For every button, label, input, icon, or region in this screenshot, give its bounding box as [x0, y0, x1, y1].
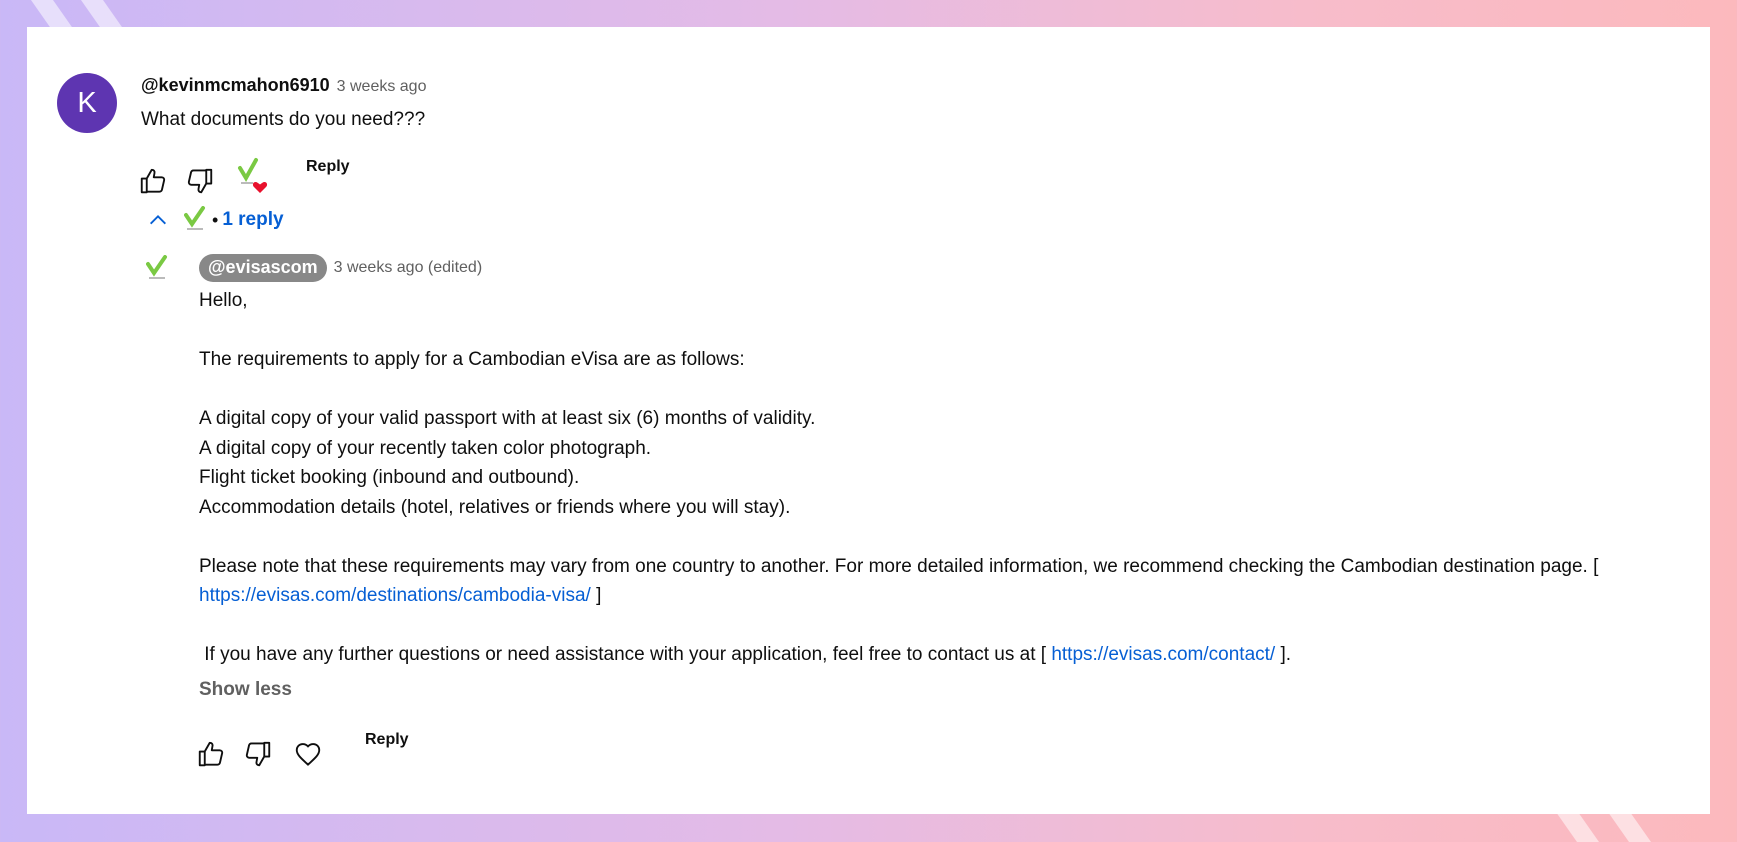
evisas-logo	[146, 255, 170, 283]
dislike-button[interactable]	[185, 166, 215, 196]
reply-dislike-button[interactable]	[243, 739, 273, 769]
avatar-letter: K	[77, 86, 97, 119]
reply-author-chip[interactable]: @evisascom	[199, 254, 327, 282]
contact-paragraph	[199, 640, 1699, 670]
contact-text: If you have any further questions or need assistance with your application, feel free to contact us at [	[199, 644, 1052, 665]
creator-heart-icon	[237, 155, 271, 195]
requirement-passport: A digital copy of your valid passport with at least six (6) months of validity.	[199, 408, 816, 429]
greeting-line: Hello,	[199, 290, 248, 311]
contact-suffix: ].	[1275, 644, 1292, 665]
reply-reply-button[interactable]: Reply	[365, 731, 409, 748]
note-suffix: ]	[590, 585, 602, 606]
reply-count: 1 reply	[222, 209, 284, 230]
reply-like-button[interactable]	[196, 739, 226, 769]
evisas-logo	[184, 206, 208, 234]
requirement-photo: A digital copy of your recently taken color photograph.	[199, 437, 652, 459]
comment-header	[141, 75, 426, 96]
separator-dot: •	[212, 209, 219, 230]
blank-line	[199, 611, 1699, 641]
cambodia-visa-link[interactable]: https://evisas.com/destinations/cambodia-visa/	[199, 585, 591, 606]
requirement-flight: Flight ticket booking (inbound and outbound).	[199, 467, 580, 488]
dislike-icon	[243, 739, 273, 769]
show-less-button[interactable]: Show less	[199, 679, 292, 700]
note-paragraph	[199, 552, 1699, 611]
like-button[interactable]	[138, 166, 168, 196]
comment-text: What documents do you need???	[141, 109, 426, 130]
reply-header	[199, 254, 482, 282]
like-icon	[196, 739, 226, 769]
note-text: Please note that these requirements may vary from one country to another. For more detailed information, we recommend checking the Cambodian destination page. [	[199, 555, 1599, 577]
reply-time[interactable]: 3 weeks ago (edited)	[333, 259, 483, 276]
blank-line	[199, 522, 1699, 552]
reply-avatar[interactable]	[146, 255, 170, 288]
comment-time[interactable]: 3 weeks ago	[336, 78, 427, 95]
like-icon	[138, 166, 168, 196]
blank-line	[199, 375, 1699, 405]
corner-stripe-2	[74, 0, 124, 30]
chevron-up-icon	[147, 209, 169, 231]
reply-button[interactable]: Reply	[306, 158, 350, 175]
blank-line	[199, 316, 1699, 346]
corner-stripe-4	[1608, 812, 1658, 842]
avatar[interactable]	[57, 73, 117, 133]
comment-card	[27, 27, 1710, 814]
requirement-accommodation: Accommodation details (hotel, relatives or friends where you will stay).	[199, 496, 791, 518]
intro-line: The requirements to apply for a Cambodian eVisa are as follows:	[199, 349, 745, 370]
dislike-icon	[185, 166, 215, 196]
heart-icon	[293, 739, 323, 769]
replies-toggle[interactable]	[147, 206, 284, 234]
comment-author[interactable]: @kevinmcmahon6910	[141, 75, 330, 95]
reply-text	[199, 286, 1699, 670]
contact-link[interactable]: https://evisas.com/contact/	[1051, 644, 1276, 665]
creator-heart-badge[interactable]	[237, 155, 271, 195]
corner-stripe-3	[1556, 812, 1606, 842]
reply-heart-button[interactable]	[293, 739, 323, 769]
corner-stripe-1	[24, 0, 74, 30]
